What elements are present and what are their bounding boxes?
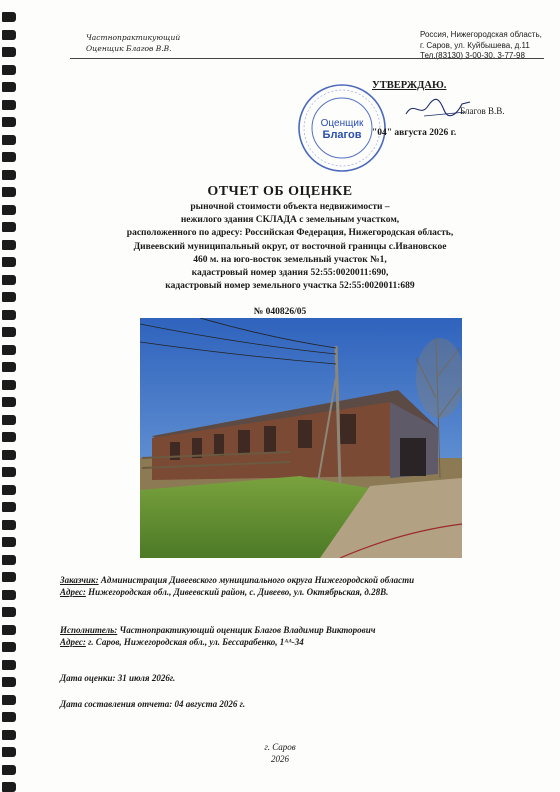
customer-address-line xyxy=(60,587,414,599)
customer-block xyxy=(60,575,414,598)
subtitle-line: 460 м. на юго-восток земельный участок №1, xyxy=(193,254,387,265)
binding-ring xyxy=(2,12,16,22)
binding-ring xyxy=(2,152,16,162)
executor-address-label: Адрес: xyxy=(60,636,86,647)
customer-value: Администрация Дивеевского муниципального округа Нижегородской области xyxy=(98,575,415,585)
binding-ring xyxy=(2,572,16,582)
binding-ring xyxy=(2,415,16,425)
binding-ring xyxy=(2,485,16,495)
binding-ring xyxy=(2,555,16,565)
binding-ring xyxy=(2,397,16,407)
customer-label: Заказчик: xyxy=(60,575,99,585)
executor-block xyxy=(60,625,375,648)
customer-address-label: Адрес: xyxy=(60,586,86,597)
report-number: № 040826/05 xyxy=(253,307,307,317)
binding-ring xyxy=(2,292,16,302)
binding-ring xyxy=(2,275,16,285)
executor-value: Частнопрактикующий оценщик Благов Владимир Викторович xyxy=(117,625,376,635)
binding-ring xyxy=(2,362,16,372)
header-address-line1: Россия, Нижегородская область, xyxy=(420,30,542,39)
binding-ring xyxy=(2,30,16,40)
binding-ring xyxy=(2,82,16,92)
binding-ring xyxy=(2,765,16,775)
header-author xyxy=(86,32,180,54)
binding-ring xyxy=(2,660,16,670)
report-subtitle xyxy=(70,201,510,293)
stamp-text-line1: Оценщик xyxy=(320,118,364,129)
header-address-line3: Тел.(83130) 3-00-30, 3-77-98 xyxy=(420,51,525,60)
spiral-binding xyxy=(0,0,20,792)
binding-ring xyxy=(2,625,16,635)
footer-city: г. Саров xyxy=(264,742,296,752)
binding-ring xyxy=(2,502,16,512)
approval-name: Благов В.В. xyxy=(460,106,505,116)
binding-ring xyxy=(2,432,16,442)
binding-ring xyxy=(2,520,16,530)
binding-ring xyxy=(2,712,16,722)
subtitle-line: кадастровый номер здания 52:55:0020011:690, xyxy=(191,268,389,279)
binding-ring xyxy=(2,240,16,250)
binding-ring xyxy=(2,257,16,267)
report-title: ОТЧЕТ ОБ ОЦЕНКЕ xyxy=(207,184,353,199)
report-date: Дата составления отчета: 04 августа 2026 г. xyxy=(60,699,246,709)
subtitle-line: рыночной стоимости объекта недвижимости – xyxy=(190,202,390,212)
binding-ring xyxy=(2,380,16,390)
binding-ring xyxy=(2,590,16,600)
binding-ring xyxy=(2,135,16,145)
binding-ring xyxy=(2,730,16,740)
binding-ring xyxy=(2,607,16,617)
binding-ring xyxy=(2,205,16,215)
subtitle-line: нежилого здания СКЛАДА с земельным участком, xyxy=(180,215,400,226)
subtitle-line: кадастровый номер земельного участка 52:55:0020011:689 xyxy=(165,281,415,292)
subtitle-line: расположенного по адресу: Российская Федерация, Нижегородская область, xyxy=(126,228,454,239)
stamp-text-line2: Благов xyxy=(322,129,362,141)
binding-ring xyxy=(2,47,16,57)
header-divider xyxy=(70,58,544,59)
binding-ring xyxy=(2,117,16,127)
approval-date: "04" августа 2026 г. xyxy=(372,128,457,138)
binding-ring xyxy=(2,170,16,180)
binding-ring xyxy=(2,222,16,232)
executor-address-line xyxy=(60,637,375,649)
footer-year: 2026 xyxy=(271,754,289,764)
binding-ring xyxy=(2,642,16,652)
executor-address-value: г. Саров, Нижегородская обл., ул. Бессарабенко, 1ᴬᴬ-34 xyxy=(85,636,304,647)
executor-line xyxy=(60,625,375,637)
customer-line xyxy=(60,575,414,587)
binding-ring xyxy=(2,677,16,687)
binding-ring xyxy=(2,327,16,337)
barn-photo xyxy=(140,318,462,558)
header-address-line2: г. Саров, ул. Куйбышева, д.11 xyxy=(420,40,530,50)
binding-ring xyxy=(2,65,16,75)
valuation-date: Дата оценки: 31 июля 2026г. xyxy=(60,673,176,683)
binding-ring xyxy=(2,467,16,477)
subtitle-line: Дивеевский муниципальный округ, от восточной границы с.Ивановское xyxy=(133,241,447,252)
approval-title: УТВЕРЖДАЮ. xyxy=(372,80,447,91)
header-address xyxy=(420,30,542,62)
binding-ring xyxy=(2,695,16,705)
header-author-line1: Частнопрактикующий xyxy=(86,33,181,42)
customer-address-value: Нижегородская обл., Дивеевский район, с. Дивеево, ул. Октябрьская, д.28В. xyxy=(85,586,389,597)
header-author-line2: Оценщик Благов В.В. xyxy=(86,44,172,53)
binding-ring xyxy=(2,450,16,460)
binding-ring xyxy=(2,345,16,355)
binding-ring xyxy=(2,537,16,547)
binding-ring xyxy=(2,782,16,792)
executor-label: Исполнитель: xyxy=(60,625,118,635)
binding-ring xyxy=(2,100,16,110)
